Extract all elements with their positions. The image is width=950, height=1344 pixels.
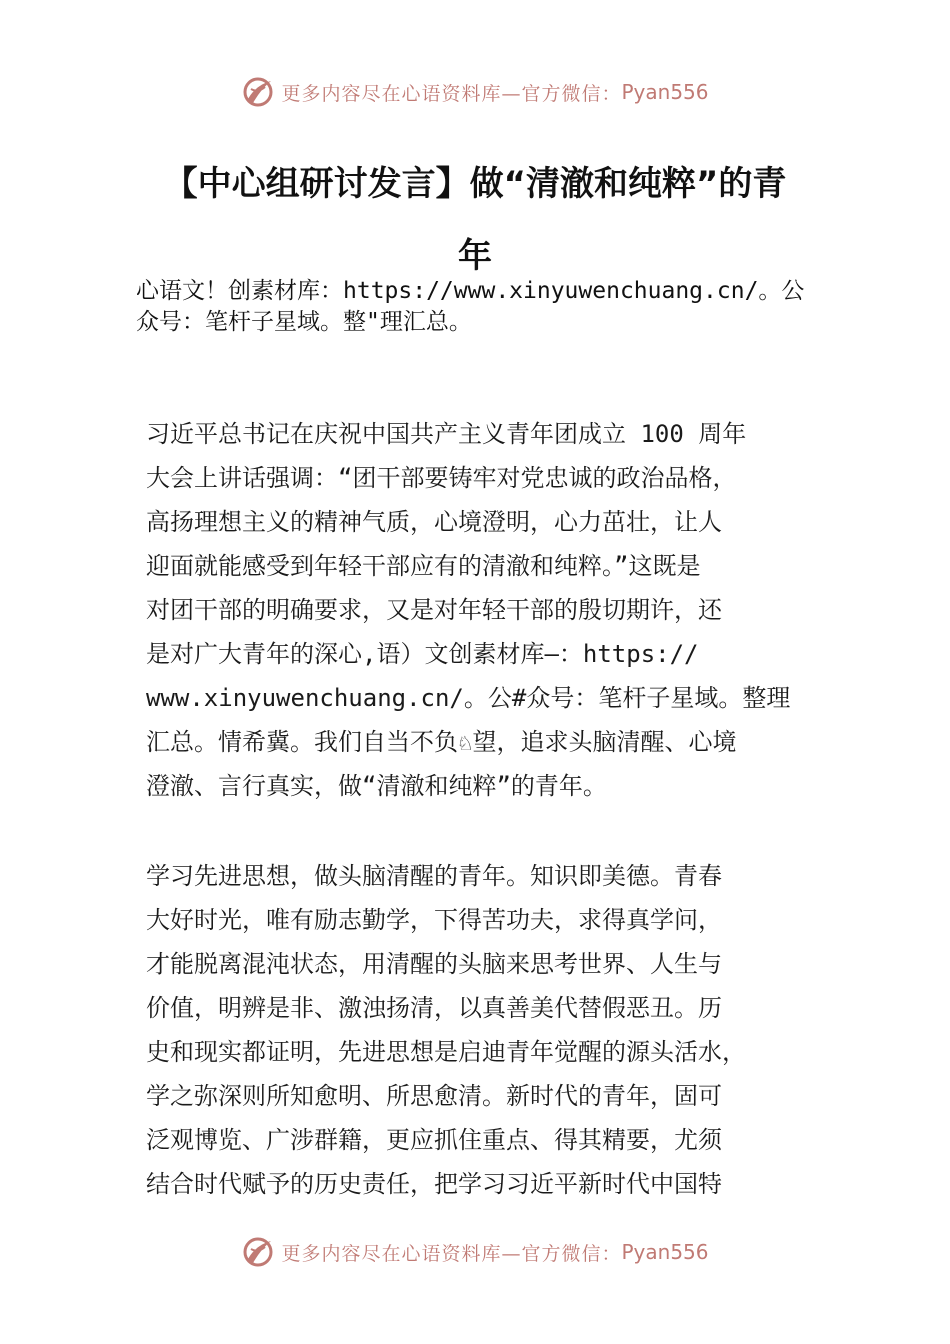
paragraph-line: 学习先进思想，做头脑清醒的青年。知识即美德。青春	[146, 862, 722, 890]
document-title-line-2: 年	[458, 236, 492, 276]
paragraph-line: 泛观博览、广涉群籍，更应抓住重点、得其精要，尤须	[146, 1126, 722, 1154]
header-banner	[0, 72, 950, 112]
paragraph-line: 迎面就能感受到年轻干部应有的清澈和纯粹。”这既是	[146, 552, 701, 580]
paragraph-line: 学之弥深则所知愈明、所思愈清。新时代的青年，固可	[146, 1082, 722, 1110]
banner-text: 更多内容尽在心语资料库—官方微信：	[281, 1242, 622, 1265]
paragraph-line: 高扬理想主义的精神气质，心境澄明，心力茁壮，让人	[146, 508, 722, 536]
paragraph-line: www.xinyuwenchuang.cn/。公#众号：笔杆子星域。整理	[146, 684, 791, 712]
paragraph-line: 澄澈、言行真实，做“清澈和纯粹”的青年。	[146, 772, 607, 800]
paragraph-line: 才能脱离混沌状态，用清醒的头脑来思考世界、人生与	[146, 950, 722, 978]
intro-line: 众号：笔杆子星域。整"理汇总。	[136, 309, 472, 335]
document-title-line-1: 【中心组研讨发言】做“清澈和纯粹”的青	[163, 164, 787, 204]
paragraph-line: 对团干部的明确要求，又是对年轻干部的殷切期许，还	[146, 596, 722, 624]
paragraph-1	[146, 412, 826, 808]
banner-wechat-id: Pyan556	[621, 1240, 709, 1264]
paragraph-line: 结合时代赋予的历史责任，把学习习近平新时代中国特	[146, 1170, 722, 1198]
paragraph-line: 大好时光，唯有励志勤学，下得苦功夫，求得真学问，	[146, 906, 722, 934]
footer-banner	[0, 1232, 950, 1272]
paragraph-line: 汇总。情希冀。我们自当不负♘望，追求头脑清醒、心境	[146, 728, 737, 756]
intro-text	[136, 276, 846, 338]
brush-logo-icon	[241, 75, 275, 109]
paragraph-line: 价值，明辨是非、激浊扬清，以真善美代替假恶丑。历	[146, 994, 722, 1022]
brush-logo-icon	[241, 1235, 275, 1269]
paragraph-line: 习近平总书记在庆祝中国共产主义青年团成立 100 周年	[146, 420, 747, 448]
banner-text: 更多内容尽在心语资料库—官方微信：	[281, 82, 622, 105]
paragraph-2	[146, 854, 826, 1206]
paragraph-line: 是对广大青年的深心,语）文创素材库—：https://	[146, 640, 699, 668]
intro-line: 心语文！创素材库：https://www.xinyuwenchuang.cn/。公	[136, 278, 805, 304]
banner-wechat-id: Pyan556	[621, 80, 709, 104]
paragraph-line: 大会上讲话强调：“团干部要铸牢对党忠诚的政治品格，	[146, 464, 737, 492]
paragraph-line: 史和现实都证明，先进思想是启迪青年觉醒的源头活水，	[146, 1038, 746, 1066]
